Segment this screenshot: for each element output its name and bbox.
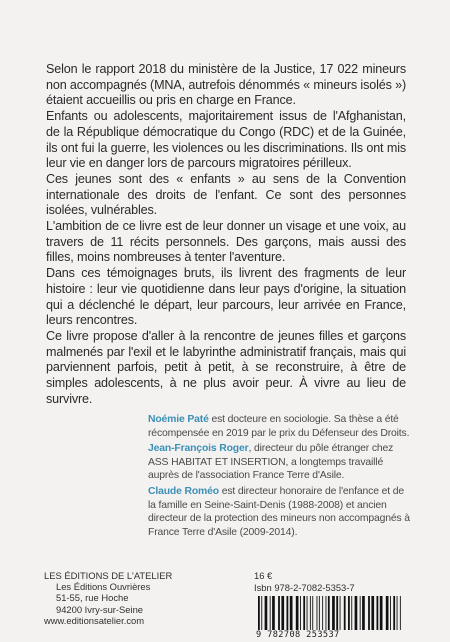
paragraph-3: Ces jeunes sont des « enfants » au sens de la Convention internationale des droits de l'enfant. Ce sont des personnes isolées, vulnérables. (46, 171, 406, 218)
author-name: Jean-François Roger (148, 443, 249, 455)
barcode-icon (256, 596, 406, 630)
author-bio (148, 485, 410, 539)
publisher-info (44, 570, 224, 626)
publisher-address: 51-55, rue Hoche (56, 592, 129, 604)
author-description: est directeur honoraire de l'enfance et de la famille en Seine-Saint-Denis (1988-2008) et ancien directeur de la protection des mineurs non accompagnés à France Terre d'Asile (2009-2014). (148, 485, 410, 538)
author-name: Claude Roméo (148, 485, 219, 497)
author-bios (148, 413, 410, 541)
author-name: Noémie Paté (148, 414, 209, 425)
price-isbn (254, 570, 414, 594)
author-description: , directeur du pôle étranger chez ASS HABITAT ET INSERTION, a longtemps travaillé auprès de l'association France Terre d'Asile. (148, 443, 394, 482)
paragraph-6: Ce livre propose d'aller à la rencontre de jeunes filles et garçons malmenés par l'exil et le labyrinthe administratif français, mais qui parviennent parfois, petit à petit, à se reconstruire, à être de simples adolescents, à ne plus avoir peur. À vivre au lieu de survivre. (46, 328, 406, 406)
paragraph-4: L'ambition de ce livre est de leur donner un visage et une voix, au travers de 11 récits personnels. Des garçons, mais aussi des filles, moins nombreuses à tenter l'aventure. (46, 219, 406, 265)
paragraph-1: Selon le rapport 2018 du ministère de la Justice, 17 022 mineurs non accompagnés (MNA, autrefois dénommés « mineurs isolés ») étaient accueillis ou pris en charge en France. (46, 62, 406, 108)
publisher-name: LES ÉDITIONS DE L'ATELIER (44, 570, 173, 581)
price: 16 € (254, 570, 273, 581)
paragraph-2: Enfants ou adolescents, majoritairement issus de l'Afghanistan, de la République démocratique du Congo (RDC) et de la Guinée, ils ont fui la guerre, les violences ou les discriminations. Ils ont mis leur vie en danger lors de parcours migratoires périlleux. (46, 109, 406, 171)
publisher-city: 94200 Ivry-sur-Seine (56, 603, 144, 615)
author-bio (148, 442, 410, 483)
paragraph-5: Dans ces témoignages bruts, ils livrent des fragments de leur histoire : leur vie quotidienne dans leur pays d'origine, la situation qui a déclenché le départ, leur parcours, leur arrivée en France, leurs rencontres. (46, 266, 406, 328)
author-bio (148, 413, 410, 440)
barcode-number: 9 782708 253537 (256, 630, 340, 640)
description-text (46, 62, 406, 407)
publisher-website: www.editionsatelier.com (44, 614, 145, 626)
isbn: Isbn 978-2-7082-5353-7 (254, 582, 355, 593)
author-description: est docteure en sociologie. Sa thèse a été récompensée en 2019 par le prix du Défenseur des Droits. (148, 414, 410, 439)
publisher-subname: Les Éditions Ouvrières (56, 581, 151, 593)
